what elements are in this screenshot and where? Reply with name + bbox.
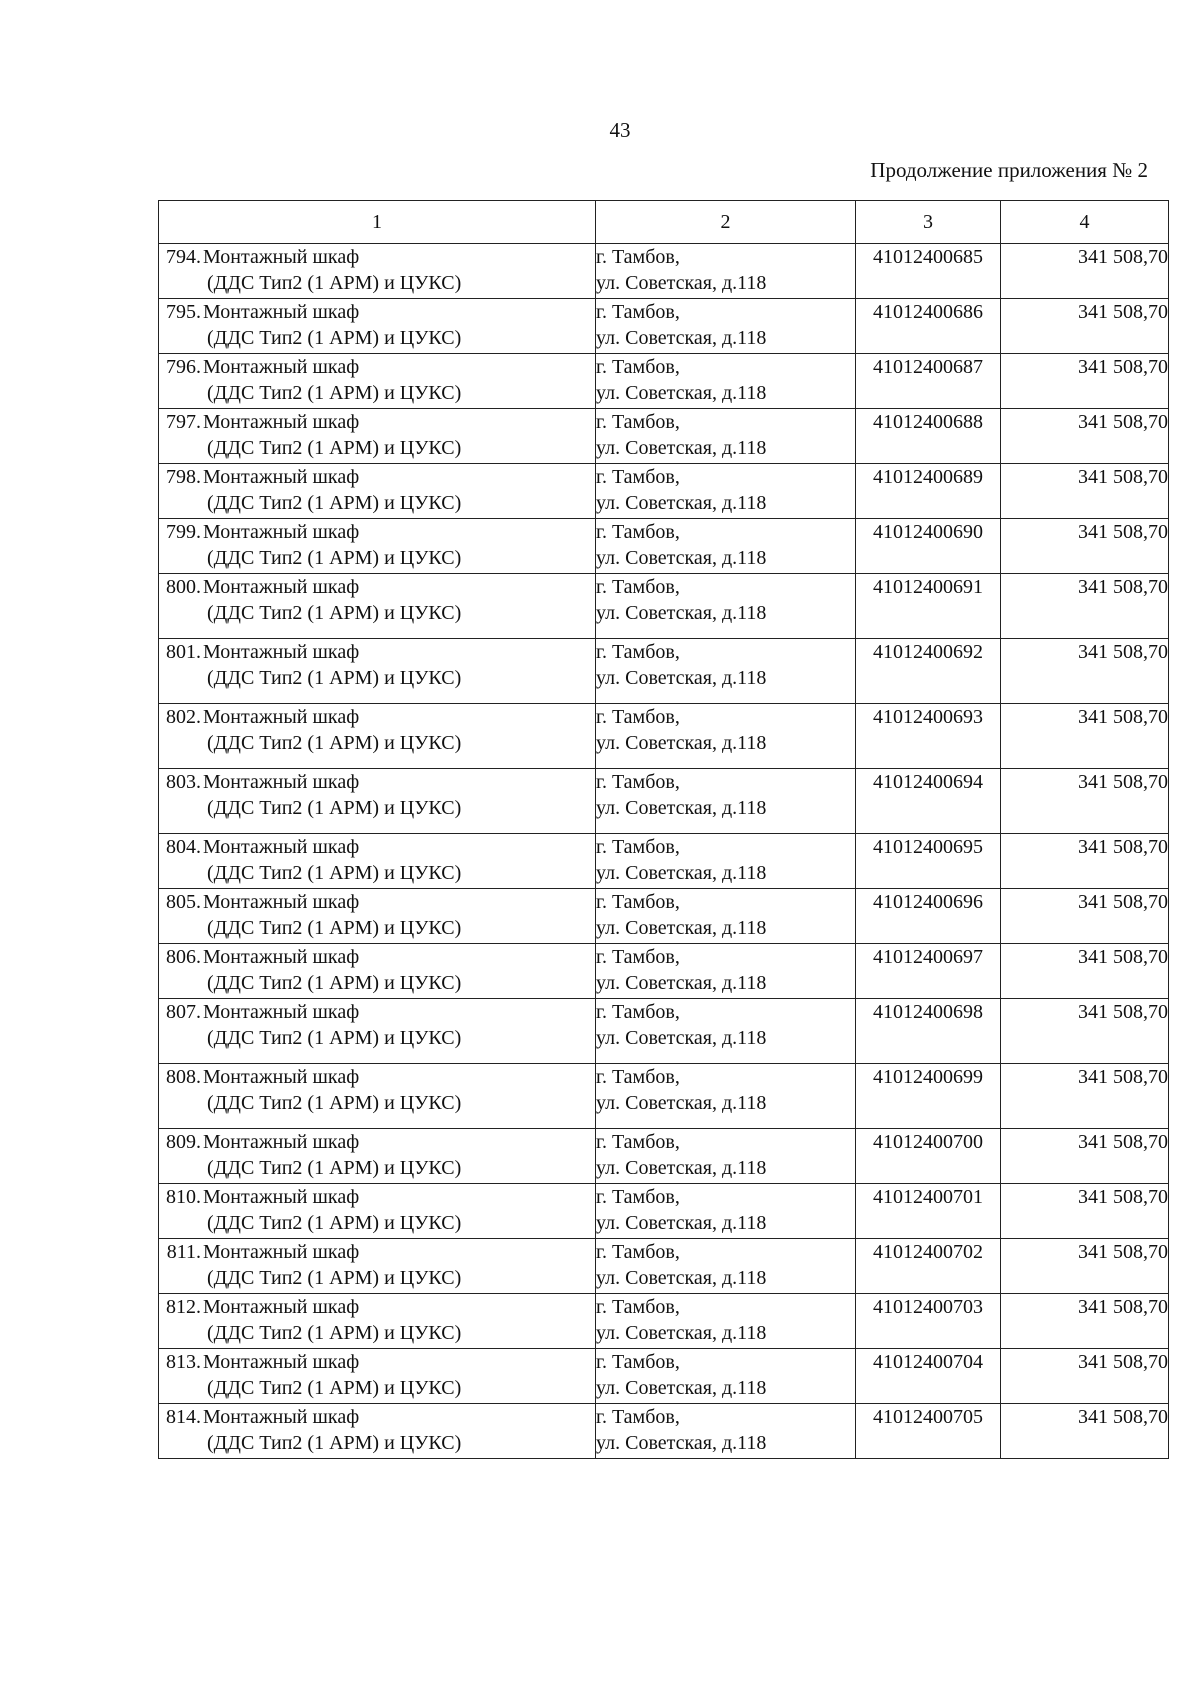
item-name: Монтажный шкаф: [203, 521, 360, 543]
item-name-detail: (ДДС Тип2 (1 АРМ) и ЦУКС): [207, 437, 462, 459]
item-name-detail: (ДДС Тип2 (1 АРМ) и ЦУКС): [207, 917, 462, 939]
address-street: ул. Советская, д.118: [596, 1212, 767, 1234]
item-number: 796.: [166, 356, 201, 378]
item-name-detail: (ДДС Тип2 (1 АРМ) и ЦУКС): [207, 602, 462, 624]
address-cell: [596, 519, 856, 574]
address-street: ул. Советская, д.118: [596, 437, 767, 459]
inventory-number: 41012400695: [856, 834, 1001, 889]
item-name-detail: (ДДС Тип2 (1 АРМ) и ЦУКС): [207, 272, 462, 294]
table-row: [159, 1404, 1169, 1459]
asset-register-table: [158, 200, 1169, 1459]
item-name-cell: [159, 409, 596, 464]
address-city: г. Тамбов,: [596, 1406, 680, 1428]
cost-value: 341 508,70: [1001, 244, 1169, 299]
item-number: 812.: [166, 1296, 201, 1318]
inventory-number: 41012400694: [856, 769, 1001, 834]
address-cell: [596, 409, 856, 464]
item-name: Монтажный шкаф: [203, 576, 360, 598]
table-row: [159, 409, 1169, 464]
inventory-number: 41012400699: [856, 1064, 1001, 1129]
item-name: Монтажный шкаф: [203, 1351, 360, 1373]
item-name-cell: [159, 1239, 596, 1294]
item-name-detail: (ДДС Тип2 (1 АРМ) и ЦУКС): [207, 1267, 462, 1289]
cost-value: 341 508,70: [1001, 999, 1169, 1064]
address-city: г. Тамбов,: [596, 1131, 680, 1153]
cost-value: 341 508,70: [1001, 1239, 1169, 1294]
item-number: 802.: [166, 706, 201, 728]
cost-value: 341 508,70: [1001, 704, 1169, 769]
page-number: 43: [609, 118, 631, 142]
address-city: г. Тамбов,: [596, 1241, 680, 1263]
address-city: г. Тамбов,: [596, 946, 680, 968]
item-name-cell: [159, 889, 596, 944]
item-name-cell: [159, 574, 596, 639]
item-name-detail: (ДДС Тип2 (1 АРМ) и ЦУКС): [207, 1432, 462, 1454]
address-city: г. Тамбов,: [596, 836, 680, 858]
address-city: г. Тамбов,: [596, 1351, 680, 1373]
item-number: 811.: [166, 1241, 201, 1263]
item-name-detail: (ДДС Тип2 (1 АРМ) и ЦУКС): [207, 492, 462, 514]
cost-value: 341 508,70: [1001, 574, 1169, 639]
item-name-cell: [159, 1129, 596, 1184]
cost-value: 341 508,70: [1001, 1184, 1169, 1239]
address-street: ул. Советская, д.118: [596, 667, 767, 689]
table-row: [159, 1349, 1169, 1404]
item-number: 797.: [166, 411, 201, 433]
address-street: ул. Советская, д.118: [596, 1157, 767, 1179]
table-row: [159, 999, 1169, 1064]
item-name: Монтажный шкаф: [203, 1406, 360, 1428]
table-row: [159, 1239, 1169, 1294]
table-row: [159, 574, 1169, 639]
item-name-cell: [159, 519, 596, 574]
item-name-detail: (ДДС Тип2 (1 АРМ) и ЦУКС): [207, 797, 462, 819]
inventory-number: 41012400685: [856, 244, 1001, 299]
address-street: ул. Советская, д.118: [596, 1377, 767, 1399]
item-name-cell: [159, 704, 596, 769]
address-cell: [596, 834, 856, 889]
inventory-number: 41012400688: [856, 409, 1001, 464]
item-number: 804.: [166, 836, 201, 858]
address-street: ул. Советская, д.118: [596, 382, 767, 404]
table-row: [159, 834, 1169, 889]
item-number: 806.: [166, 946, 201, 968]
item-name-detail: (ДДС Тип2 (1 АРМ) и ЦУКС): [207, 972, 462, 994]
table-row: [159, 1184, 1169, 1239]
address-city: г. Тамбов,: [596, 706, 680, 728]
column-header-4: 4: [1001, 201, 1169, 244]
address-cell: [596, 1404, 856, 1459]
item-name-cell: [159, 464, 596, 519]
item-name-cell: [159, 354, 596, 409]
address-city: г. Тамбов,: [596, 1066, 680, 1088]
address-street: ул. Советская, д.118: [596, 1322, 767, 1344]
item-name: Монтажный шкаф: [203, 771, 360, 793]
item-name-detail: (ДДС Тип2 (1 АРМ) и ЦУКС): [207, 547, 462, 569]
address-cell: [596, 704, 856, 769]
address-cell: [596, 1349, 856, 1404]
column-header-3: 3: [856, 201, 1001, 244]
item-number: 809.: [166, 1131, 201, 1153]
address-street: ул. Советская, д.118: [596, 917, 767, 939]
item-number: 799.: [166, 521, 201, 543]
column-header-1: 1: [159, 201, 596, 244]
table-row: [159, 944, 1169, 999]
item-name-detail: (ДДС Тип2 (1 АРМ) и ЦУКС): [207, 327, 462, 349]
item-number: 805.: [166, 891, 201, 913]
item-name: Монтажный шкаф: [203, 246, 360, 268]
address-cell: [596, 299, 856, 354]
inventory-number: 41012400693: [856, 704, 1001, 769]
item-name-detail: (ДДС Тип2 (1 АРМ) и ЦУКС): [207, 1157, 462, 1179]
cost-value: 341 508,70: [1001, 519, 1169, 574]
address-city: г. Тамбов,: [596, 521, 680, 543]
address-cell: [596, 354, 856, 409]
address-street: ул. Советская, д.118: [596, 862, 767, 884]
address-city: г. Тамбов,: [596, 301, 680, 323]
inventory-number: 41012400700: [856, 1129, 1001, 1184]
inventory-number: 41012400703: [856, 1294, 1001, 1349]
item-name: Монтажный шкаф: [203, 1131, 360, 1153]
address-cell: [596, 244, 856, 299]
item-name-cell: [159, 1294, 596, 1349]
cost-value: 341 508,70: [1001, 944, 1169, 999]
address-cell: [596, 1129, 856, 1184]
item-name-detail: (ДДС Тип2 (1 АРМ) и ЦУКС): [207, 1322, 462, 1344]
column-header-2: 2: [596, 201, 856, 244]
table-row: [159, 354, 1169, 409]
cost-value: 341 508,70: [1001, 299, 1169, 354]
inventory-number: 41012400704: [856, 1349, 1001, 1404]
item-name-cell: [159, 999, 596, 1064]
table-row: [159, 769, 1169, 834]
address-cell: [596, 1184, 856, 1239]
cost-value: 341 508,70: [1001, 1349, 1169, 1404]
item-name: Монтажный шкаф: [203, 836, 360, 858]
address-city: г. Тамбов,: [596, 1001, 680, 1023]
address-street: ул. Советская, д.118: [596, 1092, 767, 1114]
item-number: 803.: [166, 771, 201, 793]
item-name-detail: (ДДС Тип2 (1 АРМ) и ЦУКС): [207, 732, 462, 754]
item-number: 808.: [166, 1066, 201, 1088]
item-name: Монтажный шкаф: [203, 1001, 360, 1023]
item-name-cell: [159, 1349, 596, 1404]
item-name: Монтажный шкаф: [203, 356, 360, 378]
cost-value: 341 508,70: [1001, 769, 1169, 834]
address-street: ул. Советская, д.118: [596, 732, 767, 754]
cost-value: 341 508,70: [1001, 639, 1169, 704]
item-name: Монтажный шкаф: [203, 706, 360, 728]
item-name-cell: [159, 244, 596, 299]
item-number: 814.: [166, 1406, 201, 1428]
item-name: Монтажный шкаф: [203, 1066, 360, 1088]
cost-value: 341 508,70: [1001, 409, 1169, 464]
address-cell: [596, 769, 856, 834]
cost-value: 341 508,70: [1001, 1294, 1169, 1349]
address-city: г. Тамбов,: [596, 576, 680, 598]
address-city: г. Тамбов,: [596, 411, 680, 433]
table-row: [159, 1064, 1169, 1129]
item-number: 801.: [166, 641, 201, 663]
address-street: ул. Советская, д.118: [596, 1267, 767, 1289]
item-name-cell: [159, 1184, 596, 1239]
inventory-number: 41012400701: [856, 1184, 1001, 1239]
address-city: г. Тамбов,: [596, 641, 680, 663]
table-row: [159, 519, 1169, 574]
inventory-number: 41012400687: [856, 354, 1001, 409]
inventory-number: 41012400692: [856, 639, 1001, 704]
address-street: ул. Советская, д.118: [596, 797, 767, 819]
table-row: [159, 1129, 1169, 1184]
address-cell: [596, 999, 856, 1064]
inventory-number: 41012400705: [856, 1404, 1001, 1459]
inventory-number: 41012400686: [856, 299, 1001, 354]
address-street: ул. Советская, д.118: [596, 327, 767, 349]
item-name: Монтажный шкаф: [203, 1186, 360, 1208]
item-number: 794.: [166, 246, 201, 268]
table-header-row: [159, 201, 1169, 244]
address-cell: [596, 1239, 856, 1294]
table-row: [159, 639, 1169, 704]
item-name-detail: (ДДС Тип2 (1 АРМ) и ЦУКС): [207, 1377, 462, 1399]
inventory-number: 41012400691: [856, 574, 1001, 639]
item-number: 795.: [166, 301, 201, 323]
inventory-number: 41012400696: [856, 889, 1001, 944]
cost-value: 341 508,70: [1001, 834, 1169, 889]
address-street: ул. Советская, д.118: [596, 272, 767, 294]
item-number: 798.: [166, 466, 201, 488]
table-row: [159, 1294, 1169, 1349]
item-name-cell: [159, 639, 596, 704]
item-number: 800.: [166, 576, 201, 598]
address-street: ул. Советская, д.118: [596, 1027, 767, 1049]
item-name-detail: (ДДС Тип2 (1 АРМ) и ЦУКС): [207, 382, 462, 404]
address-street: ул. Советская, д.118: [596, 602, 767, 624]
address-cell: [596, 889, 856, 944]
item-number: 807.: [166, 1001, 201, 1023]
item-name: Монтажный шкаф: [203, 946, 360, 968]
item-name-detail: (ДДС Тип2 (1 АРМ) и ЦУКС): [207, 1092, 462, 1114]
item-name-cell: [159, 1064, 596, 1129]
cost-value: 341 508,70: [1001, 1064, 1169, 1129]
address-street: ул. Советская, д.118: [596, 972, 767, 994]
table-row: [159, 704, 1169, 769]
address-city: г. Тамбов,: [596, 466, 680, 488]
table-body: [159, 244, 1169, 1459]
address-city: г. Тамбов,: [596, 1296, 680, 1318]
address-cell: [596, 944, 856, 999]
item-name-cell: [159, 1404, 596, 1459]
cost-value: 341 508,70: [1001, 1404, 1169, 1459]
address-city: г. Тамбов,: [596, 246, 680, 268]
inventory-number: 41012400698: [856, 999, 1001, 1064]
address-cell: [596, 639, 856, 704]
table-row: [159, 464, 1169, 519]
table-row: [159, 244, 1169, 299]
address-street: ул. Советская, д.118: [596, 492, 767, 514]
item-name: Монтажный шкаф: [203, 1296, 360, 1318]
address-cell: [596, 1294, 856, 1349]
inventory-number: 41012400697: [856, 944, 1001, 999]
cost-value: 341 508,70: [1001, 1129, 1169, 1184]
item-name: Монтажный шкаф: [203, 891, 360, 913]
item-name-cell: [159, 299, 596, 354]
table-row: [159, 889, 1169, 944]
item-name-detail: (ДДС Тип2 (1 АРМ) и ЦУКС): [207, 1212, 462, 1234]
inventory-number: 41012400689: [856, 464, 1001, 519]
cost-value: 341 508,70: [1001, 889, 1169, 944]
address-cell: [596, 464, 856, 519]
item-name: Монтажный шкаф: [203, 1241, 360, 1263]
item-name-detail: (ДДС Тип2 (1 АРМ) и ЦУКС): [207, 862, 462, 884]
item-name: Монтажный шкаф: [203, 411, 360, 433]
item-number: 810.: [166, 1186, 201, 1208]
appendix-note: Продолжение приложения № 2: [870, 158, 1148, 182]
item-name: Монтажный шкаф: [203, 466, 360, 488]
cost-value: 341 508,70: [1001, 464, 1169, 519]
item-name-detail: (ДДС Тип2 (1 АРМ) и ЦУКС): [207, 1027, 462, 1049]
address-cell: [596, 574, 856, 639]
address-city: г. Тамбов,: [596, 891, 680, 913]
address-city: г. Тамбов,: [596, 1186, 680, 1208]
address-street: ул. Советская, д.118: [596, 1432, 767, 1454]
item-name-cell: [159, 944, 596, 999]
item-name-detail: (ДДС Тип2 (1 АРМ) и ЦУКС): [207, 667, 462, 689]
address-street: ул. Советская, д.118: [596, 547, 767, 569]
item-name: Монтажный шкаф: [203, 301, 360, 323]
inventory-number: 41012400690: [856, 519, 1001, 574]
item-number: 813.: [166, 1351, 201, 1373]
item-name: Монтажный шкаф: [203, 641, 360, 663]
inventory-number: 41012400702: [856, 1239, 1001, 1294]
address-cell: [596, 1064, 856, 1129]
table-row: [159, 299, 1169, 354]
item-name-cell: [159, 834, 596, 889]
cost-value: 341 508,70: [1001, 354, 1169, 409]
address-city: г. Тамбов,: [596, 771, 680, 793]
item-name-cell: [159, 769, 596, 834]
address-city: г. Тамбов,: [596, 356, 680, 378]
